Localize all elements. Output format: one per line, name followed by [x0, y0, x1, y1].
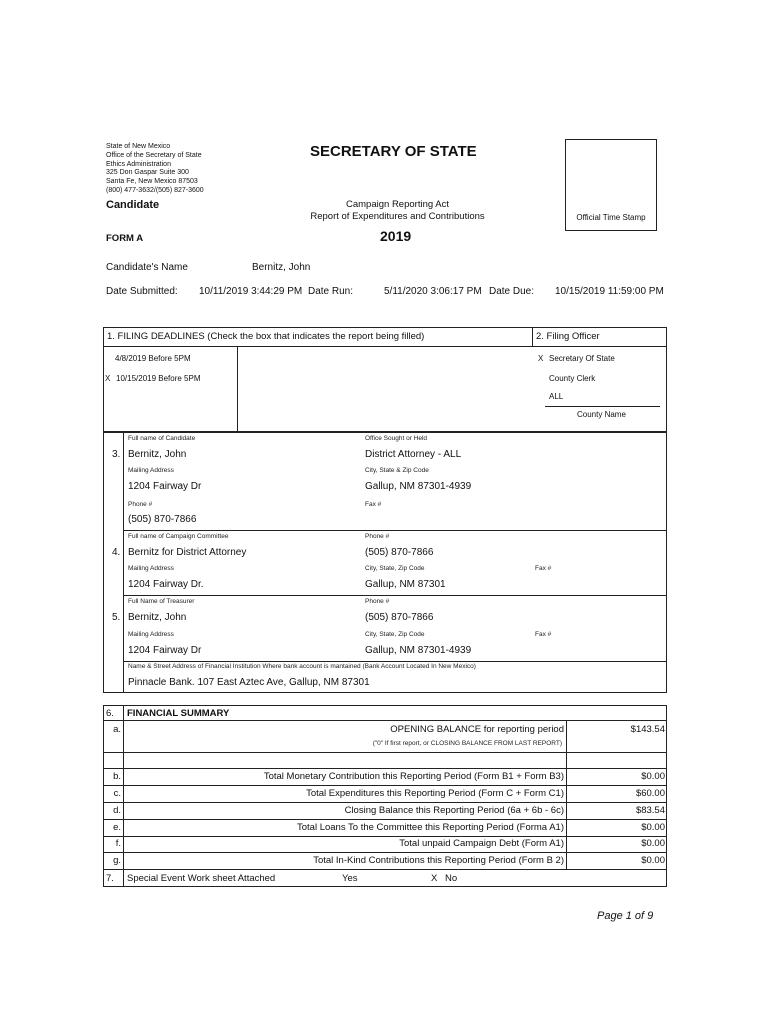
- agency-line: (800) 477-3632/(505) 827-3600: [106, 186, 204, 194]
- section-5-number: 5.: [112, 612, 121, 623]
- candidate-mailing-label: Mailing Address: [128, 467, 174, 474]
- date-submitted-label: Date Submitted:: [106, 286, 178, 297]
- form-label: FORM A: [106, 233, 144, 244]
- office-label: Office Sought or Held: [365, 435, 428, 442]
- divider: [103, 819, 667, 820]
- candidate-heading: Candidate: [106, 199, 160, 211]
- divider: [103, 752, 667, 753]
- treasurer-name: Bernitz, John: [128, 612, 187, 623]
- officer-option-secretary[interactable]: Secretary Of State: [549, 354, 615, 363]
- row-value: $0.00: [641, 771, 665, 782]
- row-label: Total Loans To the Committee this Reporting Period (Forma A1): [296, 822, 564, 833]
- divider: [123, 530, 667, 531]
- agency-line: Ethics Administration: [106, 160, 171, 168]
- office-value: District Attorney - ALL: [365, 449, 462, 460]
- row-value: $60.00: [635, 788, 665, 799]
- deadline-2-mark: X: [105, 374, 111, 383]
- candidate-full-name: Bernitz, John: [128, 449, 187, 460]
- candidate-phone: (505) 870-7866: [128, 514, 197, 525]
- treasurer-city: Gallup, NM 87301-4939: [365, 645, 472, 656]
- row-value: $0.00: [641, 855, 665, 866]
- committee-fax-label: Fax #: [535, 565, 552, 572]
- divider: [103, 720, 667, 721]
- special-event-no-mark: X: [431, 873, 438, 884]
- divider: [103, 869, 667, 870]
- divider: [103, 802, 667, 803]
- official-time-stamp-box: [565, 139, 657, 231]
- treasurer-phone: (505) 870-7866: [365, 612, 434, 623]
- special-event-no[interactable]: No: [445, 873, 458, 884]
- candidate-name-label: Candidate's Name: [106, 262, 188, 273]
- stamp-label: Official Time Stamp: [576, 213, 646, 222]
- row-label: Total In-Kind Contributions this Reporting Period (Form B 2): [313, 855, 564, 866]
- candidate-city-label: City, State & Zip Code: [365, 467, 429, 474]
- row-value: $83.54: [635, 805, 665, 816]
- agency-line: Office of the Secretary of State: [106, 151, 202, 159]
- treasurer-mailing-label: Mailing Address: [128, 631, 174, 638]
- committee-city: Gallup, NM 87301: [365, 579, 446, 590]
- candidate-fax-label: Fax #: [365, 501, 382, 508]
- agency-address: [106, 143, 204, 196]
- page-title: SECRETARY OF STATE: [310, 143, 477, 160]
- divider: [123, 432, 124, 661]
- row-label: Total Expenditures this Reporting Period (Form C + Form C1): [306, 788, 564, 799]
- row-label: Total Monetary Contribution this Reporting Period (Form B1 + Form B3): [263, 771, 564, 782]
- divider: [103, 768, 667, 769]
- row-label: Total unpaid Campaign Debt (Form A1): [399, 838, 564, 849]
- divider: [103, 346, 667, 347]
- deadline-option-1[interactable]: 4/8/2019 Before 5PM: [115, 354, 191, 363]
- act-line-1: Campaign Reporting Act: [346, 199, 449, 210]
- row-letter: c.: [113, 788, 121, 799]
- report-year: 2019: [380, 228, 412, 244]
- committee-phone: (505) 870-7866: [365, 547, 434, 558]
- committee-label: Full name of Campaign Committee: [128, 533, 229, 540]
- filing-deadlines-heading: 1. FILING DEADLINES (Check the box that indicates the report being filled): [107, 331, 425, 342]
- agency-line: State of New Mexico: [106, 143, 171, 150]
- act-line-2: Report of Expenditures and Contributions: [310, 211, 485, 222]
- deadline-option-2[interactable]: 10/15/2019 Before 5PM: [116, 374, 201, 383]
- section-7-number: 7.: [106, 873, 114, 884]
- date-run-label: Date Run:: [308, 286, 354, 297]
- committee-phone-label: Phone #: [365, 533, 390, 540]
- county-value: ALL: [549, 392, 564, 401]
- treasurer-mailing: 1204 Fairway Dr: [128, 645, 202, 656]
- row-letter: g.: [113, 855, 121, 866]
- row-letter: f.: [115, 838, 121, 849]
- committee-name: Bernitz for District Attorney: [128, 547, 247, 558]
- candidate-full-name-label: Full name of Candidate: [128, 435, 196, 442]
- financial-summary-heading: FINANCIAL SUMMARY: [127, 708, 230, 719]
- committee-mailing: 1204 Fairway Dr.: [128, 579, 204, 590]
- county-underline: [545, 406, 660, 407]
- row-letter: e.: [113, 822, 121, 833]
- treasurer-city-label: City, State, Zip Code: [365, 631, 425, 638]
- date-due-label: Date Due:: [489, 286, 535, 297]
- section-4-number: 4.: [112, 547, 121, 558]
- opening-balance-note: ("0" If first report, or CLOSING BALANCE FROM LAST REPORT): [372, 740, 562, 747]
- divider: [237, 346, 238, 432]
- row-letter: b.: [113, 771, 121, 782]
- candidate-phone-label: Phone #: [128, 501, 153, 508]
- divider: [532, 327, 533, 347]
- agency-line: Santa Fe, New Mexico 87503: [106, 178, 198, 186]
- candidate-name: Bernitz, John: [252, 262, 311, 273]
- divider: [103, 836, 667, 837]
- divider: [123, 595, 667, 596]
- section-6-number: 6.: [106, 708, 114, 719]
- candidate-mailing: 1204 Fairway Dr: [128, 481, 202, 492]
- act-title: [300, 199, 495, 223]
- treasurer-label: Full Name of Treasurer: [128, 598, 195, 605]
- treasurer-phone-label: Phone #: [365, 598, 390, 605]
- special-event-yes[interactable]: Yes: [342, 873, 358, 884]
- filing-officer-heading: 2. Filing Officer: [536, 331, 600, 342]
- bank-label: Name & Street Address of Financial Institution Where bank account is mantained (Bank Account Located In New Mexico): [128, 663, 476, 670]
- date-run: 5/11/2020 3:06:17 PM: [384, 286, 482, 297]
- committee-mailing-label: Mailing Address: [128, 565, 174, 572]
- special-event-label: Special Event Work sheet Attached: [127, 873, 276, 884]
- row-letter: a.: [113, 724, 121, 735]
- agency-line: 325 Don Gaspar Suite 300: [106, 169, 189, 177]
- row-value: $143.54: [630, 724, 665, 735]
- row-value: $0.00: [641, 822, 665, 833]
- county-name-label: County Name: [577, 410, 626, 419]
- section-3-number: 3.: [112, 449, 121, 460]
- row-label: OPENING BALANCE for reporting period: [390, 724, 564, 735]
- candidate-city: Gallup, NM 87301-4939: [365, 481, 472, 492]
- date-due: 10/15/2019 11:59:00 PM: [555, 286, 664, 297]
- date-submitted: 10/11/2019 3:44:29 PM: [199, 286, 303, 297]
- page-number: Page 1 of 9: [597, 910, 654, 922]
- divider: [103, 852, 667, 853]
- row-label: Closing Balance this Reporting Period (6a + 6b - 6c): [344, 805, 564, 816]
- committee-city-label: City, State, Zip Code: [365, 565, 425, 572]
- row-value: $0.00: [641, 838, 665, 849]
- divider: [103, 785, 667, 786]
- treasurer-fax-label: Fax #: [535, 631, 552, 638]
- officer-option-county-clerk[interactable]: County Clerk: [549, 374, 596, 383]
- divider: [123, 661, 667, 662]
- officer-1-mark: X: [538, 354, 544, 363]
- row-letter: d.: [113, 805, 121, 816]
- bank-value: Pinnacle Bank. 107 East Aztec Ave, Gallup, NM 87301: [128, 677, 370, 688]
